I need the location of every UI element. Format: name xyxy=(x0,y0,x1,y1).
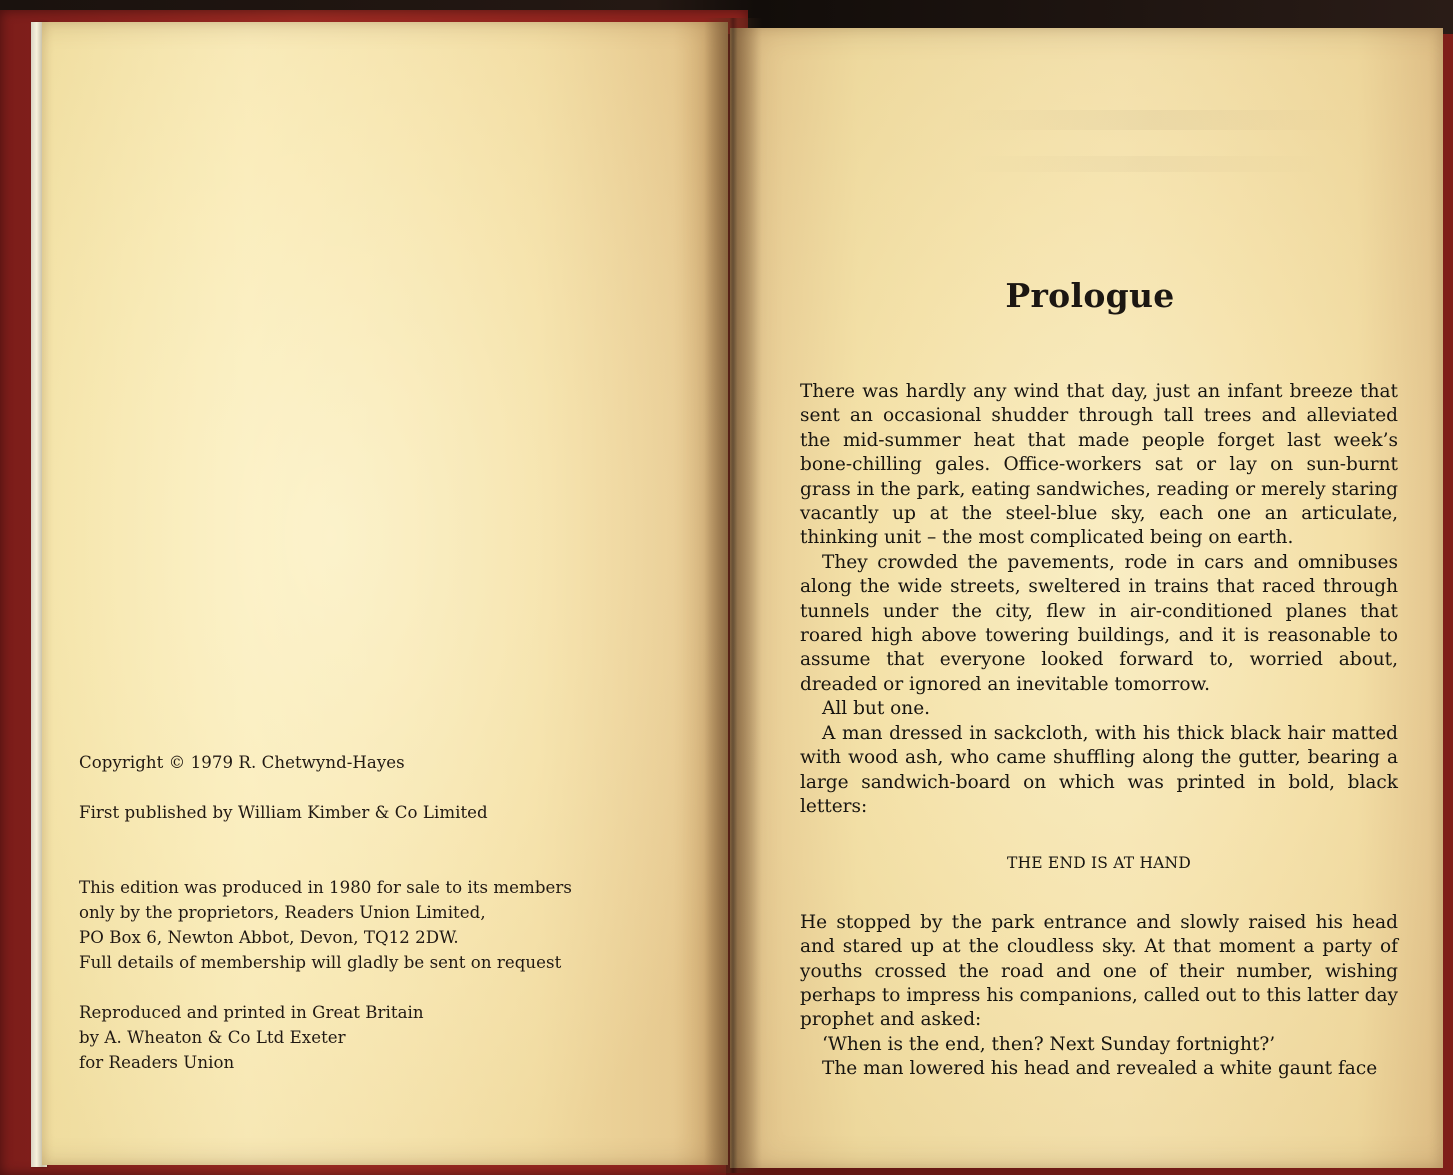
copyright-line: Copyright © 1979 R. Chetwynd-Hayes xyxy=(79,753,405,772)
copyright-block xyxy=(79,750,659,1075)
left-book-page xyxy=(42,22,728,1165)
right-book-page xyxy=(730,28,1443,1168)
prologue-title: Prologue xyxy=(1005,276,1175,316)
sandwich-board-sign-text: THE END IS AT HAND xyxy=(1007,854,1191,873)
edition-line-4: Full details of membership will gladly be sent on request xyxy=(79,953,562,972)
paragraph-4: A man dressed in sackcloth, with his thick black hair matted with wood ash, who came shuffling along the gutter, bearing a large sandwich-board on which was printed in bold, black letters: xyxy=(800,722,1398,817)
show-through-text-mark xyxy=(965,156,1325,172)
paragraph-6: The man lowered his head and revealed a white gaunt face xyxy=(822,1058,1378,1080)
paragraph-1: There was hardly any wind that day, just an infant breeze that sent an occasional shudder through tall trees and alleviated the mid-summer heat that made people forget last week’s bone-chilling gales. Office-workers sat or lay on sun-burnt grass in the park, eating sandwiches, reading or merely staring vacantly up at the steel-blue sky, each one an articulate, thinking unit – the most complicated being on earth. xyxy=(800,381,1398,549)
edition-line-1: This edition was produced in 1980 for sale to its members xyxy=(79,878,572,897)
printing-line-1: Reproduced and printed in Great Britain xyxy=(79,1003,424,1022)
paragraph-3: All but one. xyxy=(822,698,931,720)
first-published-line: First published by William Kimber & Co Limited xyxy=(79,803,488,822)
dialogue-line: ‘When is the end, then? Next Sunday fortnight?’ xyxy=(822,1033,1276,1055)
edition-line-2: only by the proprietors, Readers Union Limited, xyxy=(79,903,486,922)
show-through-text-mark xyxy=(940,110,1370,130)
prologue-text-column xyxy=(800,380,1398,1082)
printing-line-3: for Readers Union xyxy=(79,1053,235,1072)
printing-line-2: by A. Wheaton & Co Ltd Exeter xyxy=(79,1028,346,1047)
paragraph-5: He stopped by the park entrance and slowly raised his head and stared up at the cloudless sky. At that moment a party of youths crossed the road and one of their number, wishing perhaps to impress his companions, called out to this latter day prophet and asked: xyxy=(800,911,1398,1031)
edition-line-3: PO Box 6, Newton Abbot, Devon, TQ12 2DW. xyxy=(79,928,459,947)
paragraph-2: They crowded the pavements, rode in cars and omnibuses along the wide streets, sweltered in trains that raced through tunnels under the city, flew in air-conditioned planes that roared high above towering buildings, and it is reasonable to assume that everyone looked forward to, worried about, dreaded or ignored an inevitable tomorrow. xyxy=(800,551,1398,695)
